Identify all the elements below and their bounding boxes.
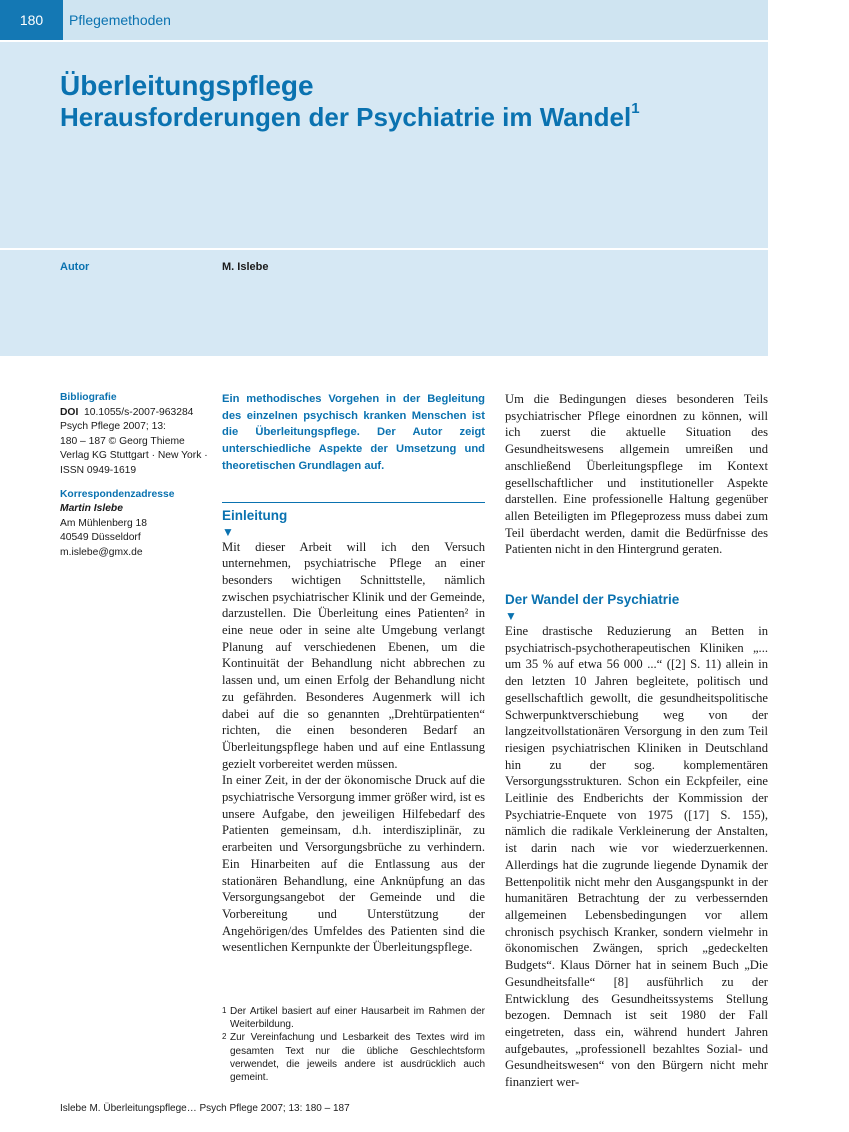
doi-value: 10.1055/s-2007-963284 [84, 406, 194, 418]
paragraph: Eine drastische Reduzierung an Betten in psychiatrisch-psychotherapeutischen Kliniken „... um 35 % auf etwa 56 000 ...“ ([2] S. 11) allein in den letzten 10 Jahren begleitete, politisch und gesellschaftlich gewollt, die gesundheitspolitische Schwerpunktverschiebung weg von der langzeitvollstationären Versorgung in den zum Teil riesigen psychiatrischen Kliniken in Deutschland hin zu der sog. komplementären Versorgungsstrukturen. Schon ein Eckpfeiler, eine Leitlinie des Endberichts der Kommission der Psychiatrie-Enquete von 1975 ([17] S. 155), nämlich die radikale Verkleinerung der Anstalten, ist darin nach wie vor wiederzuerkennen. Allerdings hat die zugrunde liegende Dynamik der Bettenpolitik nicht mehr den Ausgangspunkt in der humanitären Betrachtung der zu verbessernden allgemeinen Lebensbedingungen vor allem chronisch psychisch Kranker, sondern vielmehr in ökonomischen Zwängen, sprich „gedeckelten Budgets“. Klaus Dörner hat in seinem Buch „Die Gesundheitsfalle“ [8] ausführlich zu der Entwicklung des Gesundheitssystems Stellung bezogen. Demnach ist seit 1980 der Fall eingetreten, dass ein, während hundert Jahren aufgebautes, „professionell bezahltes Sozial- und Gesundheitswesen“ von den Bürgern nicht mehr finanziert wer- [505, 624, 768, 1090]
correspondence-line: Am Mühlenberg 18 [60, 517, 148, 529]
bib-line: 180 – 187 © Georg Thieme [60, 435, 185, 447]
text-column-2 [222, 391, 485, 956]
footnote [222, 1031, 485, 1084]
section-arrow-icon: ▼ [505, 609, 517, 624]
author-name: M. Islebe [222, 261, 269, 273]
footnotes [222, 1005, 485, 1084]
bibliography-heading: Bibliografie [60, 392, 117, 403]
article-subtitle [60, 102, 640, 133]
subtitle-text: Herausforderungen der Psychiatrie im Wandel [60, 102, 632, 132]
bib-line: Psych Pflege 2007; 13: [60, 421, 166, 433]
section-rule [222, 502, 485, 503]
bib-line: ISSN 0949-1619 [60, 464, 137, 476]
subtitle-footnote-marker: 1 [631, 100, 640, 117]
section-arrow-icon: ▼ [222, 524, 234, 539]
section-label: Pflegemethoden [69, 12, 171, 28]
bib-line: Verlag KG Stuttgart · New York · [60, 450, 208, 462]
correspondence-name: Martin Islebe [60, 503, 123, 515]
correspondence-heading: Korrespondenzadresse [60, 488, 175, 500]
section-heading-wandel: Der Wandel der Psychiatrie [505, 592, 680, 608]
footnote-number: 1 [222, 1006, 227, 1015]
footnote-text: Der Artikel basiert auf einer Hausarbeit im Rahmen der Weiterbildung. [230, 1006, 485, 1031]
bibliography-column [60, 391, 210, 561]
paragraph: Um die Bedingungen dieses besonderen Teils psychiatrischer Pflege einordnen zu können, will ich zuerst die aktuelle Situation des Gesundheitswesens allgemein umreißen und anschließend Überleitungspflege im Kontext gesellschaftlicher und institutioneller Aspekte darstellen. Eine professionelle Haltung gegenüber allen Beteiligten im Pflegeprozess muss dabei zum Teil überdacht werden, damit die Bedürfnisse des Patienten nicht in den Hintergrund geraten. [505, 392, 768, 557]
author-label: Autor [60, 261, 90, 273]
footnote [222, 1005, 485, 1031]
page-footer: Islebe M. Überleitungspflege… Psych Pflege 2007; 13: 180 – 187 [60, 1103, 350, 1114]
correspondence-line: 40549 Düsseldorf [60, 532, 141, 544]
text-column-3 [505, 391, 768, 1091]
section-heading-intro: Einleitung [222, 507, 288, 523]
page-number: 180 [0, 0, 63, 40]
footnote-number: 2 [222, 1032, 227, 1042]
doi-label: DOI [60, 406, 79, 418]
paragraph: Mit dieser Arbeit will ich den Versuch unternehmen, psychiatrische Pflege an einer besonders wichtigen Schnittstelle, nämlich zwischen psychiatrischer Klinik und der Gemeinde, darzustellen. Die Überleitung eines Patienten² in eine neue oder in seine alte Umgebung verlangt Planung auf verschiedenen Ebenen, um die Kontinuität der Behandlung nicht abbrechen zu lassen und, um einen Erfolg der Behandlung nicht zu gefährden. Besonderes Augenmerk will ich dabei auf die so genannten „Drehtürpatienten“ richten, die einen besonderen Bedarf an Überleitungspflege haben und auf eine Entlassung gezielt vorbereitet werden müssen. [222, 539, 485, 771]
abstract: Ein methodisches Vorgehen in der Begleitung des einzelnen psychisch kranken Menschen ist die Überleitungspflege. Der Autor zeigt unterschiedliche Aspekte der Umsetzung und theoretischen Grundlagen auf. [222, 393, 485, 472]
footnote-text: Zur Vereinfachung und Lesbarkeit des Textes wird im gesamten Text nur die übliche Geschlechtsform verwendet, die jeweils andere ist ausdrücklich auch gemeint. [230, 1032, 485, 1084]
correspondence-email: m.islebe@gmx.de [60, 546, 143, 558]
author-panel [0, 250, 768, 356]
doi-line [60, 406, 210, 421]
article-title: Überleitungspflege [60, 70, 314, 101]
paragraph: In einer Zeit, in der der ökonomische Druck auf die psychiatrische Versorgung immer größer wird, ist es unsere Aufgabe, den jeweiligen Hilfebedarf des Patienten gemeinsam, d.h. interdisziplinär, zu erarbeiten und Versorgungsbrüche zu verhindern. Ein Hinarbeiten auf die Entlassung aus der stationären Behandlung, eine Anknüpfung an das Versorgungsangebot der Gemeinde und die Vorbereitung und Unterstützung der Angehörigen/des Umfeldes des Patienten sind die wesentlichen Kernpunkte der Überleitungspflege. [222, 773, 485, 955]
